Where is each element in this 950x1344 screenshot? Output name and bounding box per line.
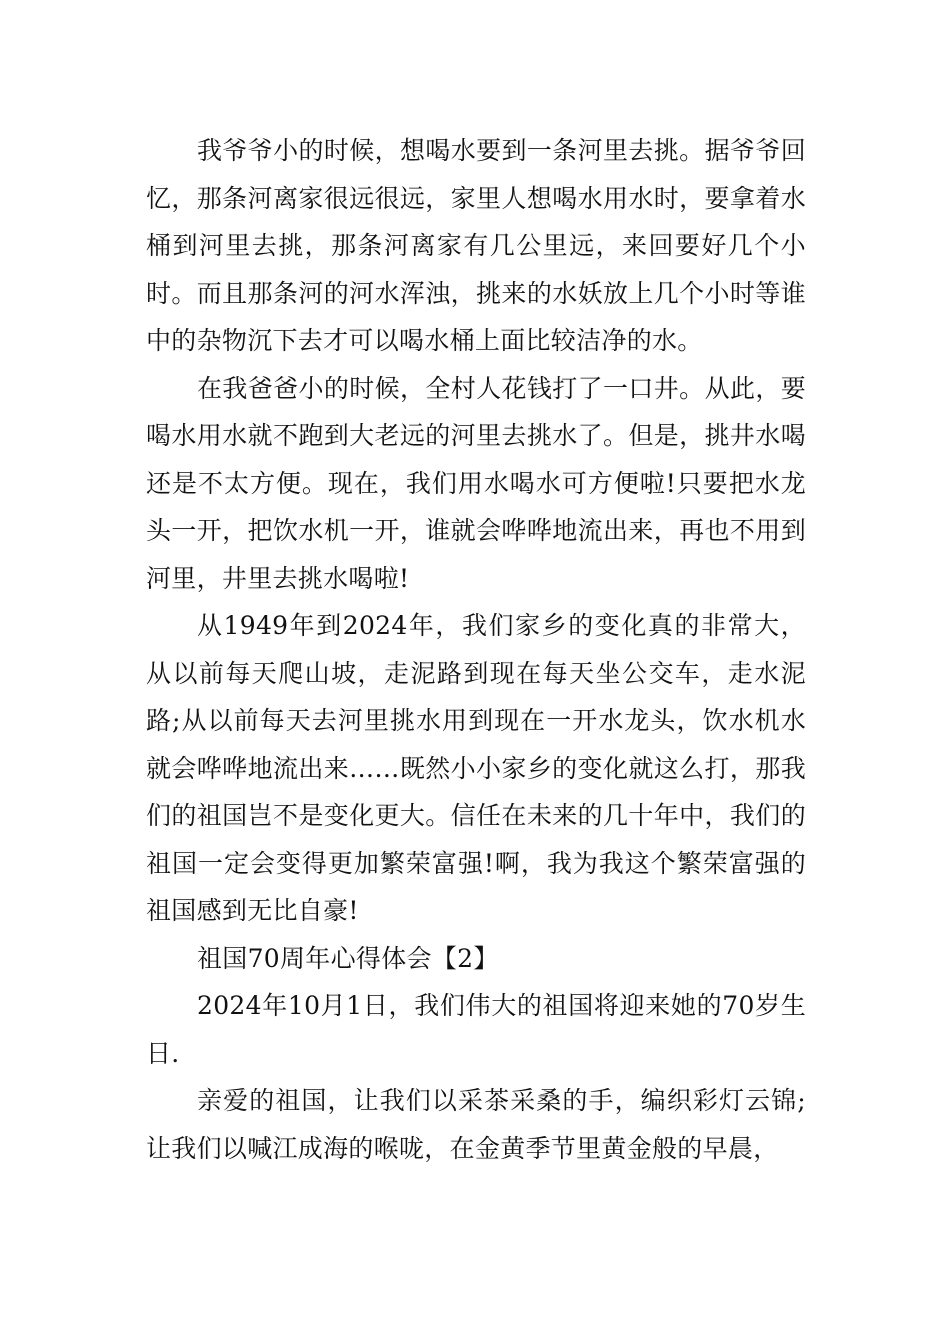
- paragraph-1: 我爷爷小的时候，想喝水要到一条河里去挑。据爷爷回忆，那条河离家很远很远，家里人想喝水用水时，要拿着水桶到河里去挑，那条河离家有几公里远，来回要好几个小时。而且那条河的河水浑浊，挑来的水妖放上几个小时等谁中的杂物沉下去才可以喝水桶上面比较洁净的水。: [146, 136, 806, 355]
- paragraph-5: 亲爱的祖国，让我们以采茶采桑的手，编织彩灯云锦;让我们以喊江成海的喉咙，在金黄季节里黄金般的早晨，: [146, 1086, 806, 1163]
- paragraph-4: 2024年10月1日，我们伟大的祖国将迎来她的70岁生日.: [146, 991, 806, 1068]
- section-heading: 祖国70周年心得体会【2】: [197, 943, 499, 973]
- paragraph-2: 在我爸爸小的时候，全村人花钱打了一口井。从此，要喝水用水就不跑到大老远的河里去挑水了。但是，挑井水喝还是不太方便。现在，我们用水喝水可方便啦!只要把水龙头一开，把饮水机一开，谁就会哗哗地流出来，再也不用到河里，井里去挑水喝啦!: [146, 373, 806, 593]
- paragraph-3: 从1949年到2024年，我们家乡的变化真的非常大，从以前每天爬山坡，走泥路到现在每天坐公交车，走水泥路;从以前每天去河里挑水用到现在一开水龙头，饮水机水就会哗哗地流出来……既然小小家乡的变化就这么打，那我们的祖国岂不是变化更大。信任在未来的几十年中，我们的祖国一定会变得更加繁荣富强!啊，我为我这个繁荣富强的祖国感到无比自豪!: [146, 611, 806, 925]
- document-body: [146, 127, 806, 1172]
